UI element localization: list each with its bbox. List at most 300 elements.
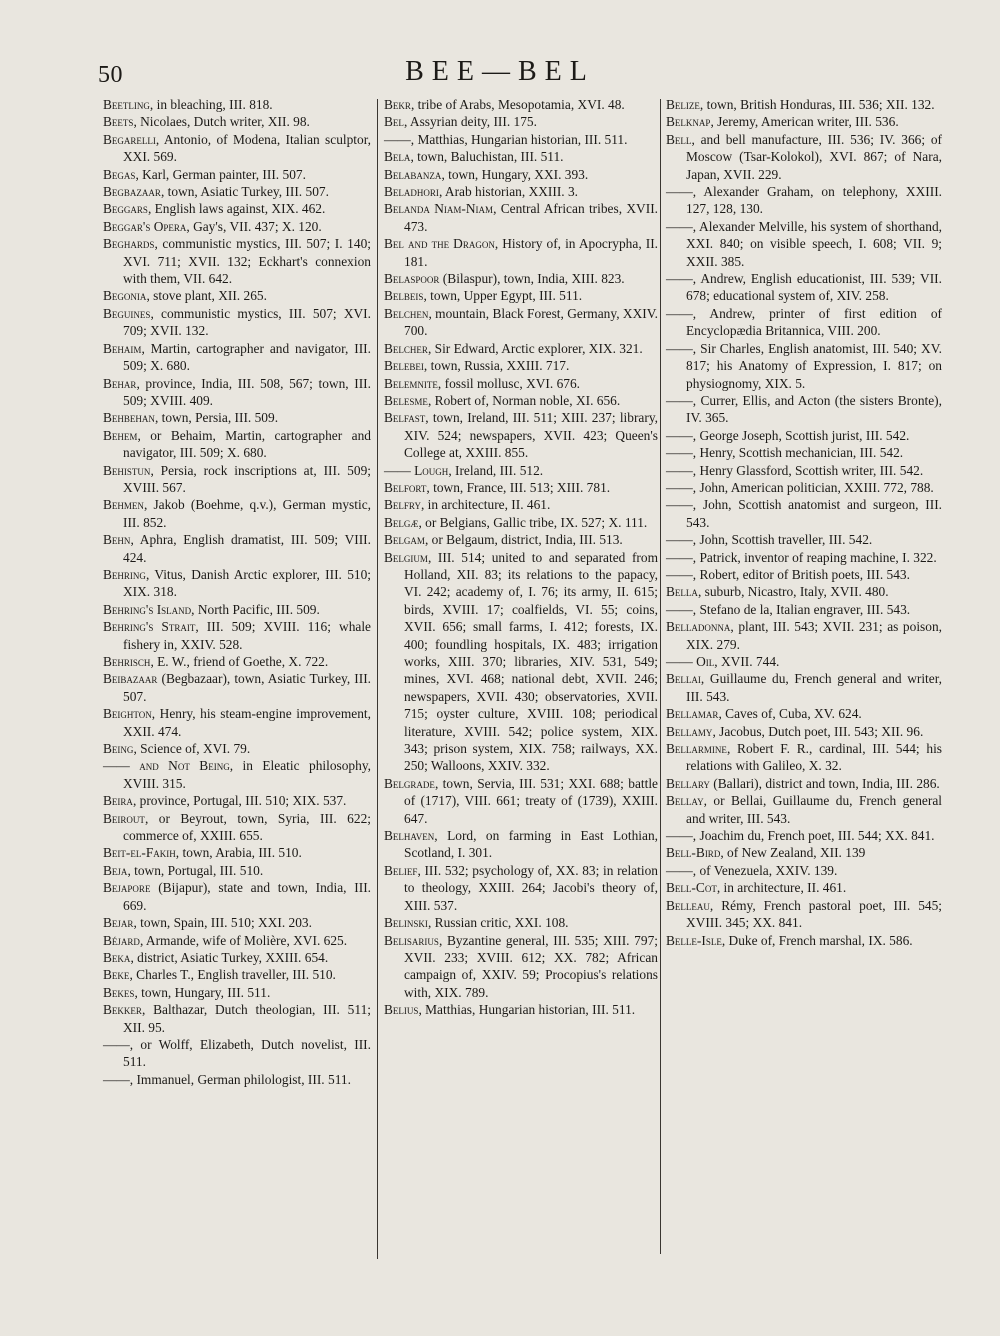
entry-references: , district, Asiatic Turkey, XXIII. 654. bbox=[130, 949, 329, 965]
entry-headword: Bekr bbox=[384, 97, 411, 112]
index-entry bbox=[666, 131, 942, 183]
index-entry bbox=[666, 653, 942, 670]
entry-references: , fossil mollusc, XVI. 676. bbox=[437, 375, 581, 391]
entry-headword: —— bbox=[103, 1071, 130, 1087]
entry-references: , English laws against, XIX. 462. bbox=[147, 201, 326, 217]
index-entry bbox=[103, 653, 371, 670]
entry-headword: —— bbox=[666, 862, 693, 878]
entry-references: , town, Ireland, III. 511; XIII. 237; library, XIV. 524; newspapers, XVII. 423; Queen's College at, XXIII. 855. bbox=[404, 410, 658, 461]
index-entry bbox=[103, 949, 371, 966]
index-column-2 bbox=[384, 96, 658, 1019]
entry-headword: —— bbox=[103, 1036, 130, 1052]
index-entry bbox=[666, 583, 942, 600]
entry-headword: Bell-Cot bbox=[666, 880, 717, 896]
entry-headword: Béjard bbox=[103, 932, 140, 948]
index-entry bbox=[384, 479, 658, 496]
entry-references: , Caves of, Cuba, XV. 624. bbox=[718, 706, 862, 722]
entry-headword: Belanda Niam-Niam bbox=[384, 201, 494, 217]
entry-headword: Beka bbox=[103, 949, 131, 965]
index-entry bbox=[384, 375, 658, 392]
index-entry bbox=[103, 810, 371, 845]
index-entry bbox=[103, 1001, 371, 1036]
entry-references: , in Eleatic philosophy, XVIII. 315. bbox=[123, 758, 371, 791]
index-entry bbox=[384, 131, 658, 148]
entry-references: , Sir Charles, English anatomist, III. 540; XV. 817; his Anatomy of Expression, I. 817; on physiognomy, XIX. 5. bbox=[686, 340, 942, 391]
entry-references: , town, Upper Egypt, III. 511. bbox=[423, 288, 583, 304]
entry-references: , province, India, III. 508, 567; town, III. 509; XVIII. 409. bbox=[123, 375, 371, 408]
entry-references: , Byzantine general, III. 535; XIII. 797; XVII. 233; XVIII. 612; XX. 782; African campaign of, XXIV. 59; Procopius's relations with, XIX. 789. bbox=[404, 932, 658, 1000]
entry-references: , town, Portugal, III. 510. bbox=[127, 862, 264, 878]
entry-references: , Matthias, Hungarian historian, III. 511. bbox=[418, 1002, 636, 1018]
index-entry bbox=[384, 932, 658, 1002]
entry-references: , III. 514; united to and separated from Holland, XII. 83; its relations to the papacy, VI. 242; academy of, I. 76; its army, II. 615; birds, XVIII. 17; coalfields, VI. 55; coins, XVII. 656; small farms, I. 412; forests, IX. 400; foundling hospitals, IX. 483; irrigation works, XIII. 370; libraries, XIV. 531, 549; mines, XVI. 468; national debt, XVII. 246; newspapers, XVII. 430; observatories, XVII. 715; oyster culture, XVIII. 108; periodical literature, XVIII. 542; police system, XIX. 343; prison system, XIX. 758; railways, XX. 250; Walloons, XXIV. 332. bbox=[404, 549, 658, 774]
entry-references: , or Beyrout, town, Syria, III. 622; commerce of, XXIII. 655. bbox=[123, 810, 371, 844]
index-entry bbox=[103, 566, 371, 601]
entry-headword: Bejapore bbox=[103, 880, 151, 896]
entry-headword: Belgrade bbox=[384, 775, 435, 791]
entry-headword: Belaspoor bbox=[384, 271, 440, 287]
entry-references: , III. 532; psychology of, XX. 83; in relation to theology, XXIII. 264; Jacobi's theory of, XIII. 537. bbox=[404, 862, 658, 913]
entry-headword: Bekker bbox=[103, 1002, 142, 1018]
entry-references: , Patrick, inventor of reaping machine, I. 322. bbox=[692, 549, 937, 565]
entry-references: , or Belgaum, district, India, III. 513. bbox=[424, 532, 623, 548]
entry-references: , Guillaume du, French general and writer, III. 543. bbox=[686, 671, 942, 704]
entry-headword: Belgam bbox=[384, 532, 425, 548]
entry-references: , Robert, editor of British poets, III. 543. bbox=[692, 566, 910, 582]
entry-headword: —— bbox=[666, 218, 693, 234]
entry-references: , Jakob (Boehme, q.v.), German mystic, III. 852. bbox=[123, 497, 371, 530]
entry-headword: Beirout bbox=[103, 810, 145, 826]
entry-references: , Persia, rock inscriptions at, III. 509; XVIII. 567. bbox=[123, 462, 371, 495]
entry-references: , Robert F. R., cardinal, III. 544; his relations with Galileo, X. 32. bbox=[686, 741, 942, 774]
entry-references: , Henry, Scottish mechanician, III. 542. bbox=[692, 445, 904, 461]
index-entry bbox=[103, 131, 371, 166]
entry-headword: Bela bbox=[384, 149, 411, 165]
entry-headword: Beetling bbox=[103, 97, 150, 112]
index-entry bbox=[103, 1071, 371, 1088]
entry-headword: Bejar bbox=[103, 915, 134, 931]
entry-headword: —— bbox=[666, 340, 693, 356]
entry-headword: —— bbox=[666, 271, 693, 287]
index-entry bbox=[666, 862, 942, 879]
index-entry bbox=[103, 496, 371, 531]
entry-references: , Matthias, Hungarian historian, III. 511. bbox=[410, 131, 628, 147]
index-entry bbox=[103, 792, 371, 809]
index-entry bbox=[103, 96, 371, 113]
index-entry bbox=[666, 531, 942, 548]
index-entry bbox=[103, 705, 371, 740]
index-entry bbox=[384, 270, 658, 287]
index-entry bbox=[666, 601, 942, 618]
index-entry bbox=[666, 496, 942, 531]
entry-headword: Bekes bbox=[103, 984, 135, 1000]
entry-headword: —— bbox=[384, 131, 411, 147]
entry-headword: Beira bbox=[103, 793, 133, 809]
index-entry bbox=[103, 305, 371, 340]
index-entry bbox=[103, 932, 371, 949]
entry-references: , communistic mystics, III. 507; I. 140; XVI. 711; XVII. 132; Eckhart's connexion with them, VII. 642. bbox=[123, 236, 371, 287]
entry-headword: Behistun bbox=[103, 462, 151, 478]
entry-headword: —— bbox=[666, 427, 693, 443]
entry-headword: Begonia bbox=[103, 288, 147, 304]
entry-references: , or Behaim, Martin, cartographer and navigator, III. 509; X. 680. bbox=[123, 427, 371, 461]
index-entry bbox=[384, 531, 658, 548]
entry-headword: Beguines bbox=[103, 305, 151, 321]
entry-references: , plant, III. 543; XVII. 231; as poison, XIX. 279. bbox=[686, 619, 942, 652]
index-entry bbox=[103, 200, 371, 217]
entry-references: , Henry Glassford, Scottish writer, III. 542. bbox=[692, 462, 924, 478]
entry-references: , communistic mystics, III. 507; XVI. 709; XVII. 132. bbox=[123, 305, 371, 339]
entry-references: , III. 509; XVIII. 116; whale fishery in, XXIV. 528. bbox=[123, 619, 371, 652]
entry-references: , town, Spain, III. 510; XXI. 203. bbox=[133, 915, 312, 931]
index-entry bbox=[384, 200, 658, 235]
index-entry bbox=[103, 375, 371, 410]
entry-references: , town, British Honduras, III. 536; XII. 132. bbox=[699, 97, 935, 112]
entry-references: , Ireland, III. 512. bbox=[448, 462, 544, 478]
entry-headword: Belknap bbox=[666, 114, 711, 130]
entry-references: , Robert of, Norman noble, XI. 656. bbox=[427, 392, 621, 408]
index-entry bbox=[666, 879, 942, 896]
index-entry bbox=[666, 444, 942, 461]
entry-headword: Bella bbox=[666, 584, 698, 600]
entry-headword: Beibazaar bbox=[103, 671, 158, 687]
entry-headword: Behn bbox=[103, 532, 131, 548]
index-entry bbox=[103, 113, 371, 130]
entry-headword: Beggars bbox=[103, 201, 148, 217]
index-entry bbox=[384, 113, 658, 130]
entry-headword: Belius bbox=[384, 1002, 419, 1018]
index-entry bbox=[666, 96, 942, 113]
entry-headword: Bell-Bird bbox=[666, 845, 721, 861]
entry-references: , Lord, on farming in East Lothian, Scotland, I. 301. bbox=[404, 828, 658, 861]
entry-headword: Belladonna bbox=[666, 619, 731, 635]
entry-headword: Bellamy bbox=[666, 723, 713, 739]
entry-headword: Bel and the Dragon bbox=[384, 236, 495, 252]
entry-references: , John, Scottish anatomist and surgeon, III. 543. bbox=[686, 497, 942, 530]
entry-references: , in architecture, II. 461. bbox=[420, 497, 551, 513]
entry-references: , Martin, cartographer and navigator, III. 509; X. 680. bbox=[123, 340, 371, 374]
index-entry bbox=[384, 549, 658, 775]
index-entry bbox=[666, 462, 942, 479]
entry-references: , or Belgians, Gallic tribe, IX. 527; X. 111. bbox=[418, 514, 648, 530]
entry-headword: Bellai bbox=[666, 671, 701, 687]
entry-references: , Rémy, French pastoral poet, III. 545; XVIII. 345; XX. 841. bbox=[686, 897, 942, 931]
entry-references: , town, France, III. 513; XIII. 781. bbox=[426, 479, 611, 495]
entry-headword: Begbazaar bbox=[103, 184, 161, 200]
entry-headword: Beladhori bbox=[384, 184, 439, 200]
entry-headword: Behar bbox=[103, 375, 137, 391]
entry-references: , E. W., friend of Goethe, X. 722. bbox=[150, 654, 329, 669]
entry-references: , John, Scottish traveller, III. 542. bbox=[692, 532, 873, 548]
index-entry bbox=[666, 113, 942, 130]
index-entry bbox=[384, 462, 658, 479]
index-entry bbox=[103, 340, 371, 375]
entry-references: , town, Hungary, III. 511. bbox=[134, 984, 271, 1000]
index-column-3 bbox=[666, 96, 942, 949]
index-column-1 bbox=[103, 96, 371, 1088]
entry-headword: Behmen bbox=[103, 497, 144, 513]
entry-references: , town, Persia, III. 509. bbox=[154, 410, 279, 426]
entry-references: , Charles T., English traveller, III. 510. bbox=[129, 967, 336, 983]
entry-headword: —— bbox=[666, 532, 693, 548]
entry-headword: —— bbox=[666, 462, 693, 478]
entry-references: , town, Asiatic Turkey, III. 507. bbox=[160, 184, 329, 200]
entry-references: (Ballari), district and town, India, III. 286. bbox=[709, 775, 940, 791]
entry-references: , Andrew, English educationist, III. 539; VII. 678; educational system of, XIV. 258. bbox=[686, 271, 942, 304]
entry-references: , Immanuel, German philologist, III. 511. bbox=[129, 1071, 351, 1087]
index-entry bbox=[666, 340, 942, 392]
index-entry bbox=[384, 305, 658, 340]
index-entry bbox=[666, 932, 942, 949]
entry-headword: Belchen bbox=[384, 305, 429, 321]
index-entry bbox=[666, 775, 942, 792]
index-entry bbox=[103, 462, 371, 497]
page-number: 50 bbox=[98, 62, 123, 88]
entry-headword: Belcher bbox=[384, 340, 428, 356]
entry-references: , Armande, wife of Molière, XVI. 625. bbox=[139, 932, 348, 948]
entry-references: , suburb, Nicastro, Italy, XVII. 480. bbox=[697, 584, 889, 600]
entry-references: , town, Baluchistan, III. 511. bbox=[410, 149, 564, 165]
index-entry bbox=[384, 496, 658, 513]
column-rule bbox=[377, 99, 378, 1259]
index-entry bbox=[384, 235, 658, 270]
index-entry bbox=[103, 427, 371, 462]
entry-references: , George Joseph, Scottish jurist, III. 542. bbox=[692, 427, 910, 443]
entry-references: , province, Portugal, III. 510; XIX. 537. bbox=[132, 793, 347, 809]
index-entry bbox=[384, 862, 658, 914]
entry-references: , Andrew, printer of first edition of Encyclopædia Britannica, VIII. 200. bbox=[686, 305, 942, 339]
entry-references: , town, Russia, XXIII. 717. bbox=[423, 358, 570, 374]
entry-headword: Belfort bbox=[384, 479, 427, 495]
entry-headword: Bellamar bbox=[666, 706, 719, 722]
entry-references: , North Pacific, III. 509. bbox=[191, 601, 320, 617]
index-entry bbox=[666, 897, 942, 932]
entry-references: , Duke of, French marshal, IX. 586. bbox=[721, 932, 913, 948]
entry-headword: Belabanza bbox=[384, 166, 442, 182]
entry-headword: Belinski bbox=[384, 915, 428, 931]
index-entry bbox=[384, 357, 658, 374]
entry-headword: Beghards bbox=[103, 236, 155, 252]
index-entry bbox=[384, 409, 658, 461]
index-entry bbox=[666, 427, 942, 444]
entry-headword: Belbeis bbox=[384, 288, 424, 304]
index-entry bbox=[103, 1036, 371, 1071]
entry-headword: Belle-Isle bbox=[666, 932, 722, 948]
index-entry bbox=[103, 183, 371, 200]
entry-references: , Henry, his steam-engine improvement, XXII. 474. bbox=[123, 706, 371, 739]
entry-headword: —— bbox=[666, 392, 693, 408]
index-entry bbox=[103, 235, 371, 287]
entry-headword: —— Lough bbox=[384, 462, 449, 478]
entry-references: , Karl, German painter, III. 507. bbox=[135, 166, 306, 182]
entry-references: (Bilaspur), town, India, XIII. 823. bbox=[439, 271, 625, 287]
entry-references: , Nicolaes, Dutch writer, XII. 98. bbox=[133, 114, 310, 130]
entry-headword: Bell bbox=[666, 131, 692, 147]
entry-references: , Alexander Melville, his system of shorthand, XXI. 840; on visible speech, I. 608; VII. 9; XXII. 385. bbox=[686, 218, 942, 269]
index-entry bbox=[103, 740, 371, 757]
entry-headword: Belisarius bbox=[384, 932, 439, 948]
index-entry bbox=[384, 914, 658, 931]
entry-headword: Beighton bbox=[103, 706, 152, 722]
entry-headword: —— and Not Being bbox=[103, 758, 230, 774]
index-entry bbox=[666, 270, 942, 305]
entry-references: , John, American politician, XXIII. 772, 788. bbox=[692, 479, 934, 495]
index-entry bbox=[666, 549, 942, 566]
entry-references: , Currer, Ellis, and Acton (the sisters Bronte), IV. 365. bbox=[686, 392, 942, 426]
entry-references: , XVII. 744. bbox=[714, 654, 780, 669]
index-entry bbox=[103, 966, 371, 983]
entry-references: , Aphra, English dramatist, III. 509; VIII. 424. bbox=[123, 532, 371, 565]
column-rule bbox=[660, 99, 661, 1254]
entry-headword: Belfry bbox=[384, 497, 421, 513]
entry-references: , and bell manufacture, III. 536; IV. 366; of Moscow (Tsar-Kolokol), XVI. 867; of Nara, Japan, XVII. 229. bbox=[686, 131, 942, 182]
entry-headword: Belesme bbox=[384, 392, 428, 408]
index-entry bbox=[103, 218, 371, 235]
entry-references: , mountain, Black Forest, Germany, XXIV. 700. bbox=[404, 305, 658, 339]
entry-headword: —— bbox=[666, 497, 693, 513]
entry-headword: —— bbox=[666, 566, 693, 582]
index-entry bbox=[103, 166, 371, 183]
entry-references: , town, Arabia, III. 510. bbox=[175, 845, 302, 861]
entry-references: , Arab historian, XXIII. 3. bbox=[438, 184, 579, 200]
entry-references: (Bijapur), state and town, India, III. 669. bbox=[123, 880, 371, 913]
entry-headword: Belleau bbox=[666, 897, 710, 913]
index-entry bbox=[666, 218, 942, 270]
entry-headword: Beit-el-Fakih bbox=[103, 845, 176, 861]
entry-headword: Beets bbox=[103, 114, 134, 130]
entry-references: , stove plant, XII. 265. bbox=[146, 288, 267, 304]
entry-headword: Belgæ bbox=[384, 514, 419, 530]
index-entry bbox=[384, 1001, 658, 1018]
entry-headword: Bellary bbox=[666, 775, 710, 791]
entry-headword: Belize bbox=[666, 97, 700, 112]
entry-references: , Assyrian deity, III. 175. bbox=[403, 114, 537, 130]
entry-headword: Belemnite bbox=[384, 375, 438, 391]
index-entry bbox=[666, 618, 942, 653]
index-entry bbox=[666, 566, 942, 583]
index-entry bbox=[384, 514, 658, 531]
entry-references: , Joachim du, French poet, III. 544; XX. 841. bbox=[692, 828, 935, 844]
index-entry bbox=[384, 827, 658, 862]
entry-headword: Beja bbox=[103, 862, 128, 878]
entry-headword: —— bbox=[666, 479, 693, 495]
entry-headword: Bellay bbox=[666, 793, 704, 809]
index-entry bbox=[103, 601, 371, 618]
entry-headword: —— bbox=[666, 601, 693, 617]
entry-references: , Balthazar, Dutch theologian, III. 511; XII. 95. bbox=[123, 1002, 371, 1035]
index-entry bbox=[666, 827, 942, 844]
entry-headword: Belgium bbox=[384, 549, 428, 565]
index-entry bbox=[384, 775, 658, 827]
index-entry bbox=[666, 705, 942, 722]
entry-references: , in architecture, II. 461. bbox=[716, 880, 847, 896]
entry-headword: Behaim bbox=[103, 340, 142, 356]
index-entry bbox=[666, 740, 942, 775]
entry-references: , of Venezuela, XXIV. 139. bbox=[692, 862, 838, 878]
index-entry bbox=[666, 183, 942, 218]
entry-headword: —— bbox=[666, 828, 693, 844]
index-entry bbox=[103, 879, 371, 914]
entry-references: , Central African tribes, XVII. 473. bbox=[404, 201, 658, 234]
entry-references: , in bleaching, III. 818. bbox=[149, 97, 273, 112]
index-entry bbox=[384, 287, 658, 304]
index-entry bbox=[103, 844, 371, 861]
index-entry bbox=[666, 792, 942, 827]
index-entry bbox=[103, 409, 371, 426]
entry-references: , town, Hungary, XXI. 393. bbox=[441, 166, 589, 182]
entry-headword: Bel bbox=[384, 114, 404, 130]
entry-headword: Belfast bbox=[384, 410, 426, 426]
entry-references: (Begbazaar), town, Asiatic Turkey, III. 507. bbox=[123, 671, 371, 704]
index-entry bbox=[103, 618, 371, 653]
entry-references: , Jacobus, Dutch poet, III. 543; XII. 96. bbox=[712, 723, 924, 739]
entry-references: , Sir Edward, Arctic explorer, XIX. 321. bbox=[427, 340, 643, 356]
entry-headword: Behrisch bbox=[103, 654, 151, 669]
index-entry bbox=[384, 392, 658, 409]
index-entry bbox=[103, 914, 371, 931]
entry-references: , Gay's, VII. 437; X. 120. bbox=[186, 218, 322, 234]
entry-references: , Vitus, Danish Arctic explorer, III. 510; XIX. 318. bbox=[123, 566, 371, 600]
index-entry bbox=[103, 984, 371, 1001]
entry-references: , or Bellai, Guillaume du, French general and writer, III. 543. bbox=[686, 793, 942, 826]
index-entry bbox=[666, 305, 942, 340]
entry-headword: Behring bbox=[103, 566, 146, 582]
entry-headword: Beggar's Opera bbox=[103, 218, 187, 234]
entry-references: , town, Servia, III. 531; XXI. 688; battle of (1717), VIII. 661; treaty of (1739), XXIII. 647. bbox=[404, 775, 658, 826]
entry-headword: Bellarmine bbox=[666, 741, 727, 757]
index-entry bbox=[103, 531, 371, 566]
index-entry bbox=[666, 670, 942, 705]
entry-headword: —— bbox=[666, 305, 693, 321]
index-entry bbox=[103, 287, 371, 304]
entry-headword: Belief bbox=[384, 862, 418, 878]
index-entry bbox=[666, 392, 942, 427]
index-entry bbox=[666, 479, 942, 496]
index-entry bbox=[666, 844, 942, 861]
entry-headword: —— bbox=[666, 184, 693, 200]
entry-references: , Alexander Graham, on telephony, XXIII. 127, 128, 130. bbox=[686, 184, 942, 217]
entry-references: , Stefano de la, Italian engraver, III. 543. bbox=[692, 601, 911, 617]
entry-references: , of New Zealand, XII. 139 bbox=[720, 845, 866, 861]
entry-headword: Behring's Strait bbox=[103, 619, 196, 635]
entry-references: , or Wolff, Elizabeth, Dutch novelist, III. 511. bbox=[123, 1036, 371, 1070]
entry-headword: Begarelli bbox=[103, 131, 156, 147]
index-entry bbox=[103, 862, 371, 879]
entry-references: , Jeremy, American writer, III. 536. bbox=[710, 114, 899, 130]
entry-references: , Science of, XVI. 79. bbox=[133, 741, 251, 757]
entry-headword: Belebei bbox=[384, 358, 424, 374]
entry-references: , tribe of Arabs, Mesopotamia, XVI. 48. bbox=[410, 97, 625, 112]
entry-headword: Behring's Island bbox=[103, 601, 192, 617]
index-entry bbox=[103, 670, 371, 705]
index-entry bbox=[384, 340, 658, 357]
entry-headword: Beke bbox=[103, 967, 130, 983]
index-entry bbox=[384, 96, 658, 113]
index-entry bbox=[384, 166, 658, 183]
entry-headword: —— bbox=[666, 549, 693, 565]
entry-headword: Behbehan bbox=[103, 410, 155, 426]
entry-headword: —— Oil bbox=[666, 654, 715, 669]
entry-references: , History of, in Apocrypha, II. 181. bbox=[404, 236, 659, 269]
index-entry bbox=[103, 757, 371, 792]
index-entry bbox=[384, 148, 658, 165]
index-entry bbox=[666, 723, 942, 740]
entry-headword: Being bbox=[103, 741, 134, 757]
entry-references: , Antonio, of Modena, Italian sculptor, XXI. 569. bbox=[123, 131, 371, 165]
entry-headword: —— bbox=[666, 445, 693, 461]
entry-headword: Begas bbox=[103, 166, 136, 182]
index-entry bbox=[384, 183, 658, 200]
